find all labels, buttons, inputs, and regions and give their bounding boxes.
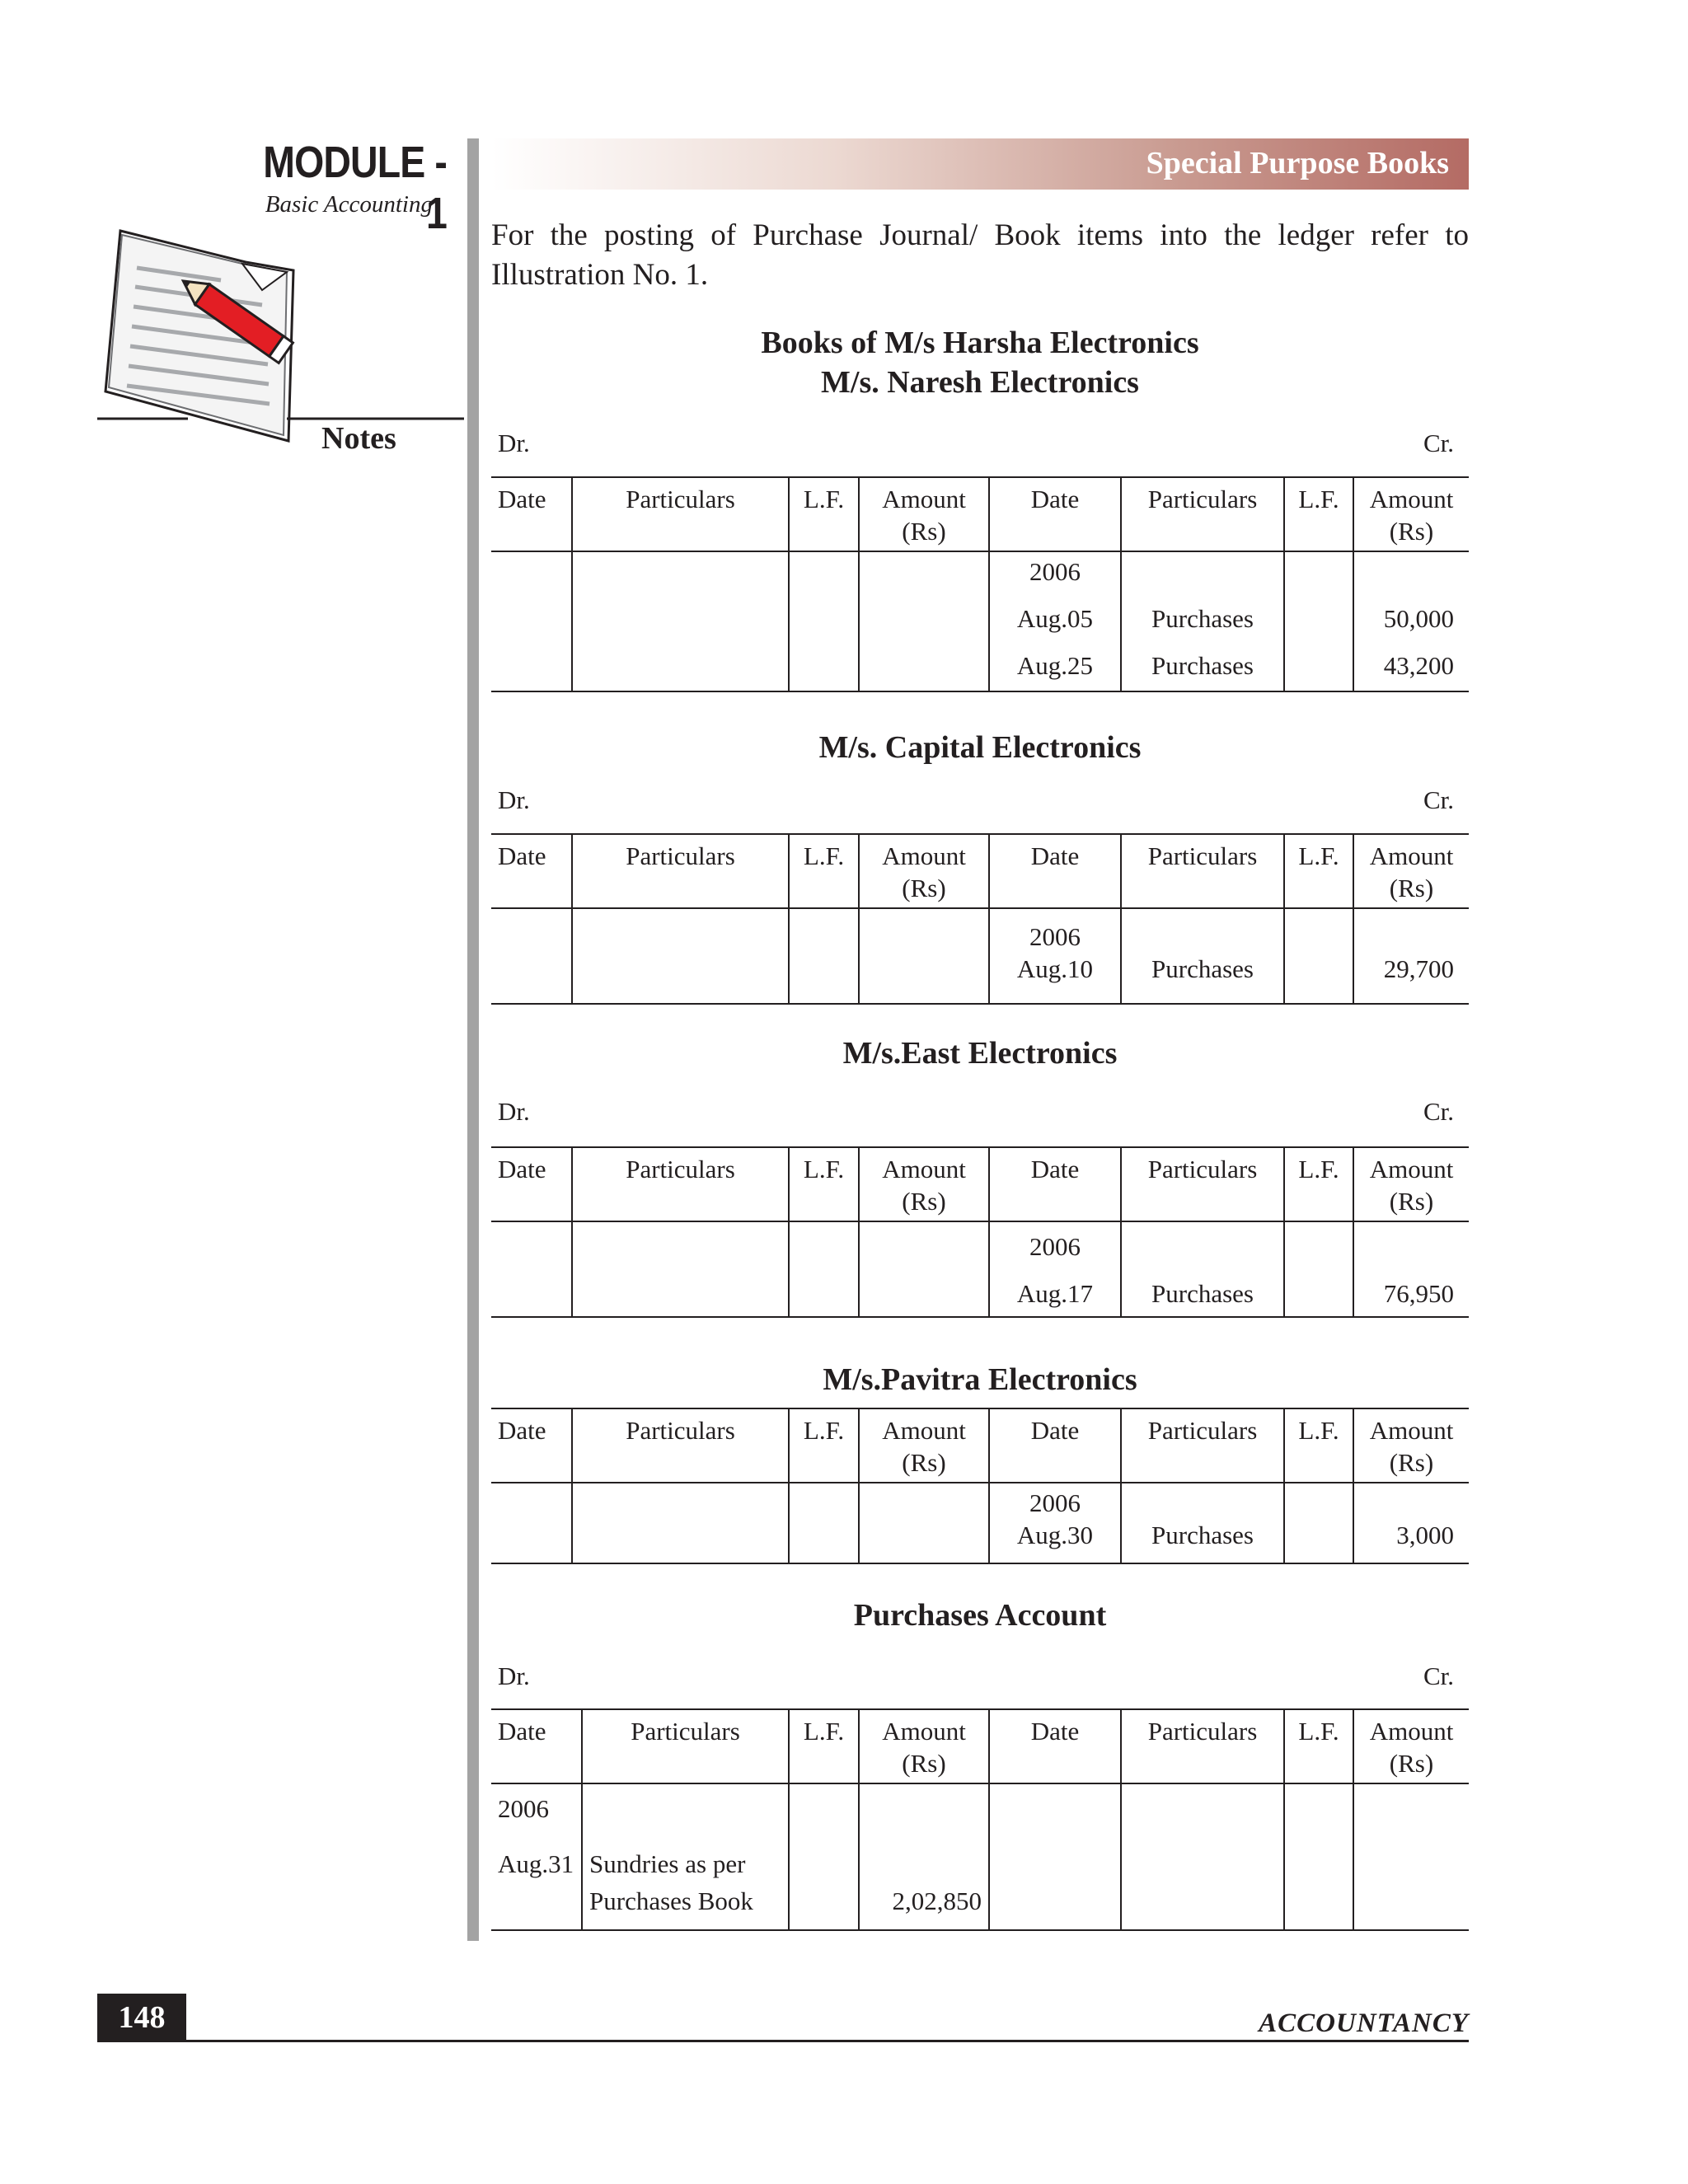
particulars-cell: Purchases xyxy=(1151,604,1254,633)
year-cell: 2006 xyxy=(1029,1232,1081,1261)
dr-label: Dr. xyxy=(498,785,530,814)
account-title-capital: M/s. Capital Electronics xyxy=(818,730,1142,765)
col-header: L.F. xyxy=(1284,1709,1353,1783)
col-header: Amount (Rs) xyxy=(1353,1709,1469,1783)
module-title: MODULE - 1 xyxy=(263,138,447,238)
col-header: Particulars xyxy=(582,1709,789,1783)
col-header: L.F. xyxy=(1284,477,1353,551)
cr-label: Cr. xyxy=(1423,785,1454,814)
section-title: Special Purpose Books xyxy=(1146,146,1449,180)
col-header: L.F. xyxy=(789,834,859,908)
col-header: Date xyxy=(989,834,1121,908)
table-row xyxy=(491,1221,1469,1317)
year-cell: 2006 xyxy=(1029,1488,1081,1517)
amount-cell: 76,950 xyxy=(1383,1279,1454,1308)
col-header: Date xyxy=(491,1408,572,1483)
module-subtitle: Basic Accounting xyxy=(265,191,433,218)
col-header: L.F. xyxy=(1284,1408,1353,1483)
col-header: Date xyxy=(491,1147,572,1221)
col-header: Date xyxy=(989,1147,1121,1221)
col-header: L.F. xyxy=(789,1709,859,1783)
table-row xyxy=(491,908,1469,1004)
table-row xyxy=(491,1783,1469,1930)
year-cell: 2006 xyxy=(1029,557,1081,586)
page-number: 148 xyxy=(97,1994,186,2041)
cr-label: Cr. xyxy=(1423,1097,1454,1126)
year-cell: 2006 xyxy=(1029,922,1081,951)
cr-label: Cr. xyxy=(1423,429,1454,457)
amount-cell: 50,000 xyxy=(1383,604,1454,633)
col-header: Date xyxy=(491,834,572,908)
col-header: Particulars xyxy=(1121,477,1284,551)
account-title-pavitra: M/s.Pavitra Electronics xyxy=(823,1362,1137,1397)
amount-cell: 29,700 xyxy=(1383,954,1454,983)
account-title-east: M/s.East Electronics xyxy=(842,1036,1118,1071)
col-header: Amount (Rs) xyxy=(859,834,989,908)
section-header xyxy=(491,138,1469,190)
cr-label: Cr. xyxy=(1423,1661,1454,1690)
col-header: Date xyxy=(491,1709,582,1783)
col-header: Particulars xyxy=(572,477,789,551)
date-cell: Aug.31 xyxy=(498,1849,574,1878)
date-cell: Aug.30 xyxy=(1016,1521,1094,1549)
particulars-cell: Purchases xyxy=(1151,954,1254,983)
intro-text: For the posting of Purchase Journal/ Book items into the ledger refer to Illustration No. 1. xyxy=(491,218,1469,292)
particulars-cell: Purchases xyxy=(1151,1521,1254,1549)
col-header: Date xyxy=(989,1709,1121,1783)
col-header: Date xyxy=(491,477,572,551)
particulars-cell: Purchases xyxy=(1151,651,1254,680)
col-header: L.F. xyxy=(1284,1147,1353,1221)
col-header: L.F. xyxy=(789,477,859,551)
col-header: Amount (Rs) xyxy=(1353,834,1469,908)
account-title-purchases: Purchases Account xyxy=(853,1598,1107,1633)
col-header: Amount (Rs) xyxy=(1353,1147,1469,1221)
col-header: Particulars xyxy=(1121,834,1284,908)
margin-divider xyxy=(467,138,479,1941)
dr-label: Dr. xyxy=(498,1661,530,1690)
table-row xyxy=(491,1483,1469,1563)
col-header: Amount (Rs) xyxy=(859,1147,989,1221)
notes-pencil-icon xyxy=(97,223,476,470)
col-header: Date xyxy=(989,477,1121,551)
col-header: Amount (Rs) xyxy=(859,1709,989,1783)
col-header: Particulars xyxy=(572,834,789,908)
dr-label: Dr. xyxy=(498,1097,530,1126)
particulars-cell: Purchases Book xyxy=(589,1886,753,1915)
col-header: Amount (Rs) xyxy=(1353,477,1469,551)
col-header: Particulars xyxy=(572,1147,789,1221)
book-title: Books of M/s Harsha Electronics xyxy=(761,326,1199,360)
col-header: Particulars xyxy=(572,1408,789,1483)
ledger-east xyxy=(491,1146,1469,1318)
amount-cell: 3,000 xyxy=(1396,1521,1454,1549)
footer-rule xyxy=(97,2040,1469,2042)
ledger-naresh xyxy=(491,476,1469,692)
col-header: L.F. xyxy=(789,1408,859,1483)
col-header: L.F. xyxy=(789,1147,859,1221)
notes-label: Notes xyxy=(321,421,396,456)
amount-cell: 43,200 xyxy=(1383,651,1454,680)
year-cell: 2006 xyxy=(498,1794,549,1823)
footer-book-title: ACCOUNTANCY xyxy=(1259,2008,1469,2038)
date-cell: Aug.25 xyxy=(1016,651,1094,680)
particulars-cell: Sundries as per xyxy=(589,1849,746,1878)
ledger-capital xyxy=(491,833,1469,1005)
date-cell: Aug.10 xyxy=(1016,954,1094,983)
col-header: Amount (Rs) xyxy=(1353,1408,1469,1483)
table-row xyxy=(491,551,1469,691)
ledger-purchases xyxy=(491,1708,1469,1931)
account-title-naresh: M/s. Naresh Electronics xyxy=(821,365,1139,400)
ledger-pavitra xyxy=(491,1408,1469,1564)
particulars-cell: Purchases xyxy=(1151,1279,1254,1308)
col-header: Amount (Rs) xyxy=(859,1408,989,1483)
date-cell: Aug.05 xyxy=(1016,604,1094,633)
amount-cell: 2,02,850 xyxy=(892,1886,982,1915)
dr-label: Dr. xyxy=(498,429,530,457)
date-cell: Aug.17 xyxy=(1016,1279,1094,1308)
col-header: Date xyxy=(989,1408,1121,1483)
col-header: Amount (Rs) xyxy=(859,477,989,551)
col-header: Particulars xyxy=(1121,1709,1284,1783)
col-header: Particulars xyxy=(1121,1408,1284,1483)
col-header: Particulars xyxy=(1121,1147,1284,1221)
col-header: L.F. xyxy=(1284,834,1353,908)
